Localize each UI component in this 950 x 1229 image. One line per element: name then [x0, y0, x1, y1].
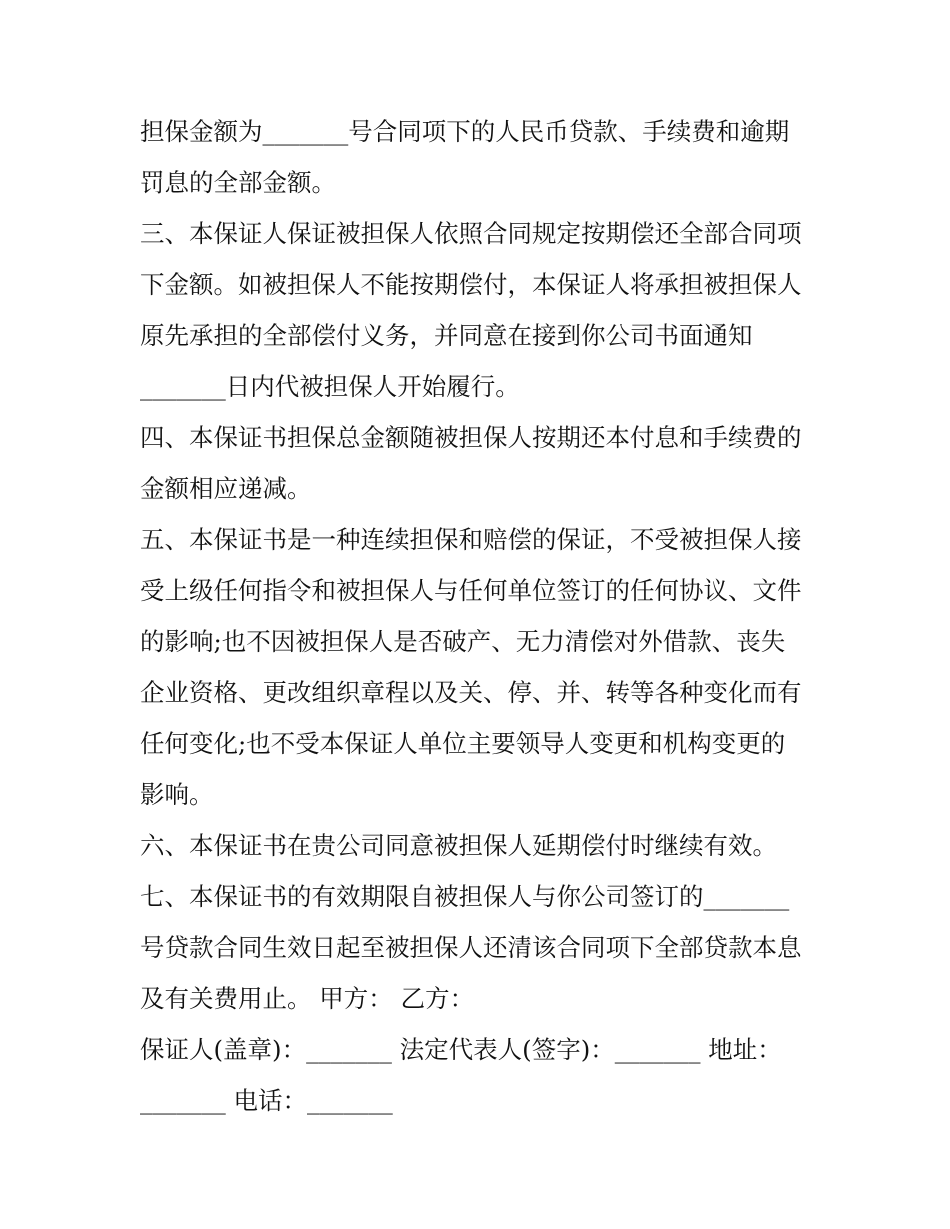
- text-line: 七、本保证书的有效期限自被担保人与你公司签订的_______: [140, 882, 790, 911]
- text-line: 罚息的全部金额。: [140, 168, 336, 197]
- text-line: 及有关费用止。 甲方： 乙方：: [140, 984, 475, 1013]
- text-line: 任何变化;也不受本保证人单位主要领导人变更和机构变更的: [140, 729, 786, 758]
- text-line: 号贷款合同生效日起至被担保人还清该合同项下全部贷款本息: [140, 933, 802, 962]
- text-line: 影响。: [140, 780, 214, 809]
- text-line: 原先承担的全部偿付义务，并同意在接到你公司书面通知: [140, 321, 753, 350]
- text-line: 三、本保证人保证被担保人依照合同规定按期偿还全部合同项: [140, 219, 802, 248]
- text-line: 金额相应递减。: [140, 474, 312, 503]
- text-line: 企业资格、更改组织章程以及关、停、并、转等各种变化而有: [140, 678, 802, 707]
- text-line: _______日内代被担保人开始履行。: [140, 372, 520, 401]
- text-line: 的影响;也不因被担保人是否破产、无力清偿对外借款、丧失: [140, 627, 786, 656]
- text-line: 下金额。如被担保人不能按期偿付，本保证人将承担被担保人: [140, 270, 802, 299]
- text-line: 四、本保证书担保总金额随被担保人按期还本付息和手续费的: [140, 423, 802, 452]
- text-line: 保证人(盖章)：_______ 法定代表人(签字)：_______ 地址：: [140, 1035, 782, 1064]
- text-line: 五、本保证书是一种连续担保和赔偿的保证，不受被担保人接: [140, 525, 802, 554]
- text-line: 受上级任何指令和被担保人与任何单位签订的任何协议、文件: [140, 576, 802, 605]
- text-line: _______ 电话：_______: [140, 1086, 393, 1115]
- document-body: [140, 106, 820, 1126]
- text-line: 担保金额为_______号合同项下的人民币贷款、手续费和逾期: [140, 117, 790, 146]
- text-line: 六、本保证书在贵公司同意被担保人延期偿付时继续有效。: [140, 831, 777, 860]
